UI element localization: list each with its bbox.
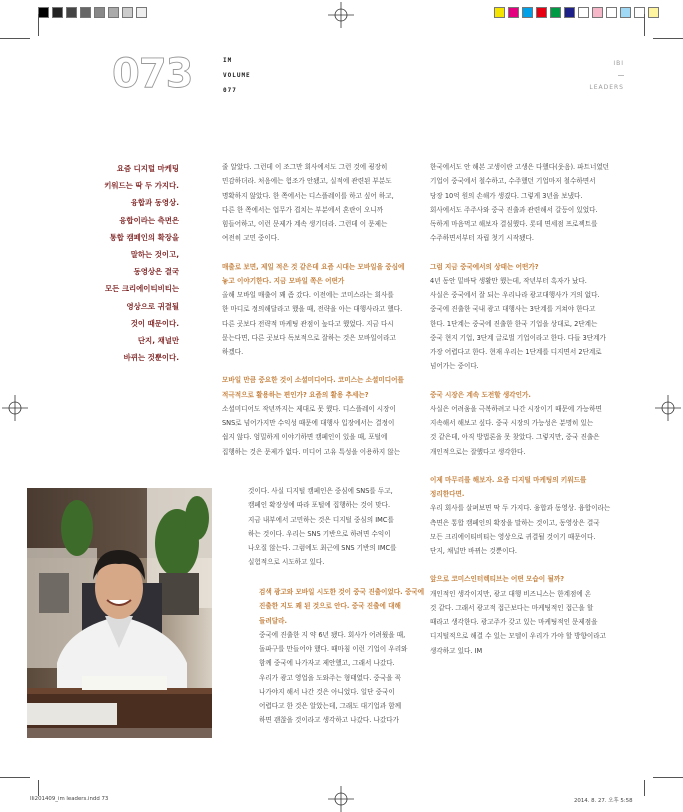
- pull-quote-line: 모든 크리에이티비티는: [105, 284, 179, 294]
- pull-quote-line: 영상으로 귀결될: [126, 301, 179, 311]
- pull-quote-line: 요즘 디지털 마케팅: [116, 164, 179, 173]
- body-line: 우리 회사를 살펴보면 딱 두 가지다. 융합과 동영상. 융합이라는: [430, 504, 611, 513]
- pull-quote-line: 동영상은 결국: [133, 267, 179, 277]
- section-label-2: LEADERS: [589, 84, 624, 91]
- body-line: SNS로 넘어가지만 수익성 때문에 대행사 입장에서는 결정이: [222, 419, 395, 427]
- body-line: 어렵다고 한 것은 알았는데, 그래도 대기업과 함께: [259, 702, 402, 710]
- body-line: 실험적으로 시도하고 있다.: [248, 558, 325, 567]
- interview-question: 모바일 만큼 중요한 것이 소셜미디어다. 코미스는 소셜미디어를: [222, 376, 404, 385]
- footer-date: 2014. 8. 27. 오후 5:58: [574, 798, 633, 804]
- paragraph-gap: [222, 246, 414, 260]
- interview-question: 앞으로 코미스인터렉티브는 어떤 모습이 될까?: [430, 575, 565, 584]
- interview-question: 정리한다면.: [430, 490, 465, 498]
- section-label-1: IBI: [613, 60, 624, 67]
- body-line: 개인적인 생각이지만, 광고 대행 비즈니스는 한계점에 온: [430, 589, 592, 598]
- body-line: 올해 모바일 매출이 꽤 좀 갔다. 이전에는 코미스라는 회사를: [222, 291, 394, 299]
- interview-question: 진출한 지도 꽤 된 것으로 안다. 중국 진출에 대해: [259, 602, 401, 611]
- registration-mark-right: [655, 395, 681, 421]
- interview-question: 그럼 지금 중국에서의 상태는 어떤가?: [430, 262, 539, 271]
- body-line: 지속해서 해보고 싶다. 중국 시장의 가능성은 분명히 있는: [430, 419, 594, 427]
- body-line: 하겠다.: [222, 348, 244, 356]
- body-line: 생각하고 있다. IM: [430, 646, 483, 655]
- pull-quote-line: 융합과 동영상.: [130, 198, 179, 208]
- interview-question: 적극적으로 활용하는 편인가? 요즘의 활용 추세는?: [222, 390, 369, 399]
- paragraph-gap: [430, 374, 630, 388]
- body-line: 넘어가는 중이다.: [430, 362, 479, 371]
- registration-mark-top: [328, 2, 354, 28]
- body-line: 모든 크리에이티비티는 영상으로 귀결될 것이기 때문이다.: [430, 532, 596, 541]
- interview-question: 들려달라.: [259, 616, 287, 625]
- body-line: 한다. 1단계는 중국에 진출한 한국 기업을 상대로, 2단계는: [430, 319, 598, 328]
- body-line: 수주하면서부터 자립 첫기 시작됐다.: [430, 234, 534, 243]
- body-column-1: [222, 160, 414, 459]
- body-line: 민감하더라. 처음에는 험조가 안됐고, 실적에 관련된 부분도: [222, 177, 392, 186]
- body-line: 때라고 생각한다. 광고주가 갖고 있는 마케팅적인 문제점을: [430, 618, 598, 626]
- body-line: 중국 현지 기업, 3단계 글로벌 기업이라고 한다. 다들 3단계가: [430, 333, 606, 342]
- body-line: 소셜미디어도 작년까지는 제대로 못 했다. 디스플레이 시장이: [222, 404, 396, 413]
- body-line: 것 같다. 그래서 광고적 접근보다는 마케팅적인 접근을 할: [430, 603, 594, 612]
- interview-question: 중국 시장은 계속 도전할 생각인가.: [430, 390, 531, 399]
- pull-quote-line: 것이 때문이다.: [130, 318, 179, 328]
- interview-question: 이제 마무리를 해보자. 요즘 디지털 마케팅의 키워드를: [430, 475, 587, 484]
- interview-question: 놓고 이야기한다. 지금 모바일 쪽은 어떤가: [222, 276, 345, 285]
- body-line: 한 마디로 정의해달라고 했을 때, 전략을 아는 대행사라고 했다.: [222, 305, 403, 314]
- body-line: 묻는다면, 다른 곳보다 독보적으로 잘하는 것은 모바일이라고: [222, 333, 396, 342]
- body-line: 힘들어하고, 이런 문제가 계속 생기더라. 그런데 이 문제는: [222, 220, 388, 228]
- body-line: 당장 10억 원의 손해가 생겼다. 그렇게 3년을 보냈다.: [430, 191, 583, 200]
- body-line: 단지, 채널만 바뀌는 것뿐이다.: [430, 547, 517, 555]
- registration-mark-bottom: [328, 786, 354, 812]
- pull-quote-line: 키워드는 딱 두 가지다.: [104, 181, 179, 191]
- body-line: 하는 것이다. 우리는 SNS 기반으로 하려면 수익이: [248, 529, 391, 538]
- body-line: 회사에서도 주주사와 중국 진출과 관련해서 갈등이 있었다.: [430, 205, 598, 214]
- section-label: [586, 58, 624, 93]
- body-line: 중국에 진출한 국내 광고 대행사는 3단계를 거쳐야 한다고: [430, 305, 596, 314]
- body-line: 집행하는 것은 문제가 없다. 미디어 고유 특성을 이용하지 않는: [222, 447, 401, 456]
- body-line: 쉽지 않다. 엄밀하게 이야기하면 캠페인이 있을 때, 포털에: [222, 433, 388, 442]
- body-line: 한국에서도 안 해본 고생이란 고생은 다했다(웃음). 파트너였던: [430, 163, 610, 171]
- body-line: 것이다. 사실 디지털 캠페인은 중심에 SNS를 두고,: [248, 487, 393, 495]
- pull-quote-line: 말하는 것이고,: [130, 250, 179, 260]
- body-line: 개인적으로는 잘했다고 생각한다.: [430, 447, 526, 456]
- body-line: 다른 한 쪽에서는 업무가 겹치는 부분에서 혼란이 오니까: [222, 205, 384, 214]
- paragraph-gap: [430, 459, 630, 473]
- body-line: 명확하지 않았다. 한 쪽에서는 디스플레이를 하고 싶어 하고,: [222, 191, 394, 200]
- body-column-1-continued: [259, 585, 425, 728]
- body-line: 디지털적으로 해결 수 있는 모델이 우리가 가야 할 방향이라고: [430, 632, 607, 641]
- body-line: 여전히 고민 중이다.: [222, 234, 280, 243]
- header-label-issue: 077: [223, 87, 237, 94]
- portrait-photo: [27, 488, 212, 738]
- page-number-outline: [112, 51, 193, 97]
- body-line: 독하게 마음먹고 해보자 결심했다. 롯데 면세점 프로젝트를: [430, 220, 598, 228]
- body-line: 다른 곳보다 전략적 마케팅 관점이 높다고 했었다. 지금 다시: [222, 319, 394, 328]
- body-line: 중국에 진출한 지 약 6년 됐다. 회사가 어려웠을 때,: [259, 630, 406, 639]
- body-line: 우리가 광고 영업을 도와주는 형태였다. 중국을 꼭: [259, 673, 402, 682]
- body-line: 지금 내부에서 고민하는 것은 디지털 중심의 IMC를: [248, 515, 394, 524]
- paragraph-gap: [430, 558, 630, 572]
- pull-quote: [84, 160, 179, 366]
- pull-quote-line: 단지, 채널만: [137, 336, 179, 346]
- interview-question: 검색 광고와 모바일 시도한 것이 중국 진출이었다. 중국에: [259, 588, 425, 596]
- body-line: 나가야지 해서 나간 것은 아니었다. 일단 중국이: [259, 687, 395, 696]
- body-line: 줄 알았다. 그런데 이 조그만 회사에서도 그런 것에 굉장히: [222, 163, 388, 171]
- registration-mark-left: [2, 395, 28, 421]
- body-line: 가장 어렵다고 한다. 현재 우리는 1단계를 디지면서 2단계로: [430, 348, 602, 356]
- body-line: 사실은 어려움을 극복하려고 나간 시장이기 때문에 가능하면: [430, 404, 602, 413]
- pull-quote-line: 융합이라는 측면은: [119, 215, 179, 225]
- pull-quote-line: 통합 캠페인의 확장을: [109, 232, 179, 242]
- header-label-volume: VOLUME: [223, 72, 251, 79]
- color-bar: [494, 7, 662, 18]
- footer-file: IIi201409_im leaders.indd 73: [30, 796, 109, 802]
- body-line: 하면 괜찮을 것이라고 생각하고 나갔다. 나갔다가: [259, 716, 399, 725]
- header-label-im: IM: [223, 57, 233, 64]
- body-line: 돌파구를 만들어야 했다. 때마침 이런 기업이 우리와: [259, 645, 408, 653]
- paragraph-gap: [430, 246, 630, 260]
- body-column-1-wrap: [248, 484, 416, 570]
- body-line: 4년 동안 밑바닥 생활만 했는데, 작년부터 흑자가 났다.: [430, 276, 587, 285]
- body-line: 기업이 중국에서 철수하고, 수주했던 기업마저 철수하면서: [430, 177, 596, 186]
- body-line: 것 같은데, 아직 방법론을 못 찾았다. 그렇지만, 중국 진출은: [430, 433, 600, 442]
- body-line: 함께 중국에 나가자고 제안했고, 그래서 나갔다.: [259, 659, 395, 668]
- interview-question: 매출로 보면, 제일 적은 것 같은데 요즘 시대는 모바일을 중심에: [222, 262, 405, 271]
- body-line: 나오질 않는다. 그럼에도 최근에 SNS 기반의 IMC를: [248, 544, 397, 552]
- pull-quote-line: 바뀌는 것뿐이다.: [123, 353, 179, 363]
- body-column-2: [430, 160, 630, 658]
- body-line: 사실은 중국에서 잘 되는 우리나라 광고대행사가 거의 없다.: [430, 291, 600, 299]
- grayscale-bar: [38, 7, 150, 18]
- paragraph-gap: [222, 359, 414, 373]
- svg-text:073: 073: [112, 51, 193, 97]
- body-line: 캠페인 확장성에 따라 포털에 집행하는 것이 맞다.: [248, 501, 391, 510]
- body-line: 측면은 통합 캠페인의 확장을 말하는 것이고, 동영상은 결국: [430, 518, 600, 527]
